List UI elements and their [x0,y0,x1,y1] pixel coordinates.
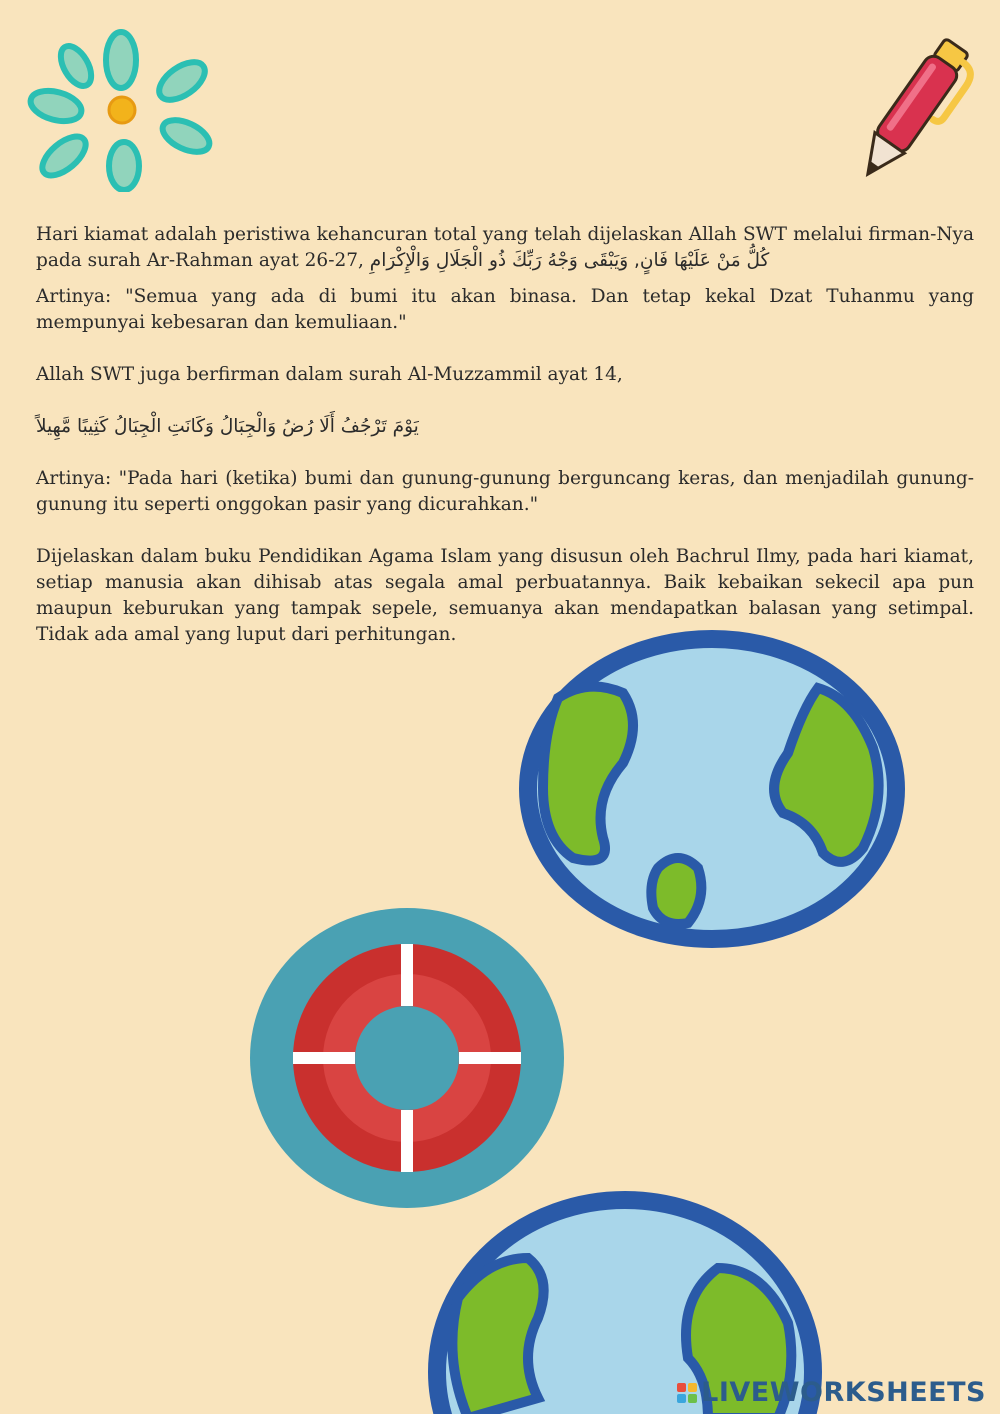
logo-text: LIVEWORKSHEETS [701,1377,986,1408]
flower-icon [24,26,218,192]
paragraph-al-muzzammil: Allah SWT juga berfirman dalam surah Al-Muzzammil ayat 14, [36,364,623,385]
lifebuoy-icon [250,908,564,1208]
arabic-verse-al-muzzammil: يَوْمَ تَرْجُفُ أَلَا رُضُ وَالْجِبَالُ وَكَانَتِ الْجِبَالُ كَثِيبًا مَّهِيلاً [36,416,419,437]
paragraph-arabic-2 [36,414,974,440]
article-text [36,222,974,648]
logo-mark-icon [677,1383,697,1403]
liveworksheets-logo [677,1377,986,1408]
paragraph-translation-2: Artinya: "Pada hari (ketika) bumi dan gunung-gunung berguncang keras, dan menjadilah gunung-gunung itu seperti onggokan pasir yang dicurahkan." [36,468,974,515]
paragraph-intro [36,222,974,274]
paragraph-translation-1: Artinya: "Semua yang ada di bumi itu akan binasa. Dan tetap kekal Dzat Tuhanmu yang mempunyai kebesaran dan kemuliaan." [36,286,974,333]
paragraph-explanation: Dijelaskan dalam buku Pendidikan Agama Islam yang disusun oleh Bachrul Ilmy, pada hari kiamat, setiap manusia akan dihisab atas segala amal perbuatannya. Baik kebaikan sekecil apa pun maupun keburukan yang tampak sepele, semuanya akan mendapatkan balasan yang setimpal. Tidak ada amal yang luput dari perhitungan. [36,546,974,645]
arabic-verse-ar-rahman: كُلُّ مَنْ عَلَيْهَا فَانٍ, وَيَبْقَى وَجْهُ رَبِّكَ ذُو الْجَلَالِ وَالْإِكْرَامِ [369,250,770,271]
intro-text: Hari kiamat adalah peristiwa kehancuran total yang telah dijelaskan Allah SWT melalui firman-Nya pada surah Ar-Rahman ayat 26-27, [36,224,974,271]
pen-icon [850,26,974,196]
earth-icon [518,628,906,950]
